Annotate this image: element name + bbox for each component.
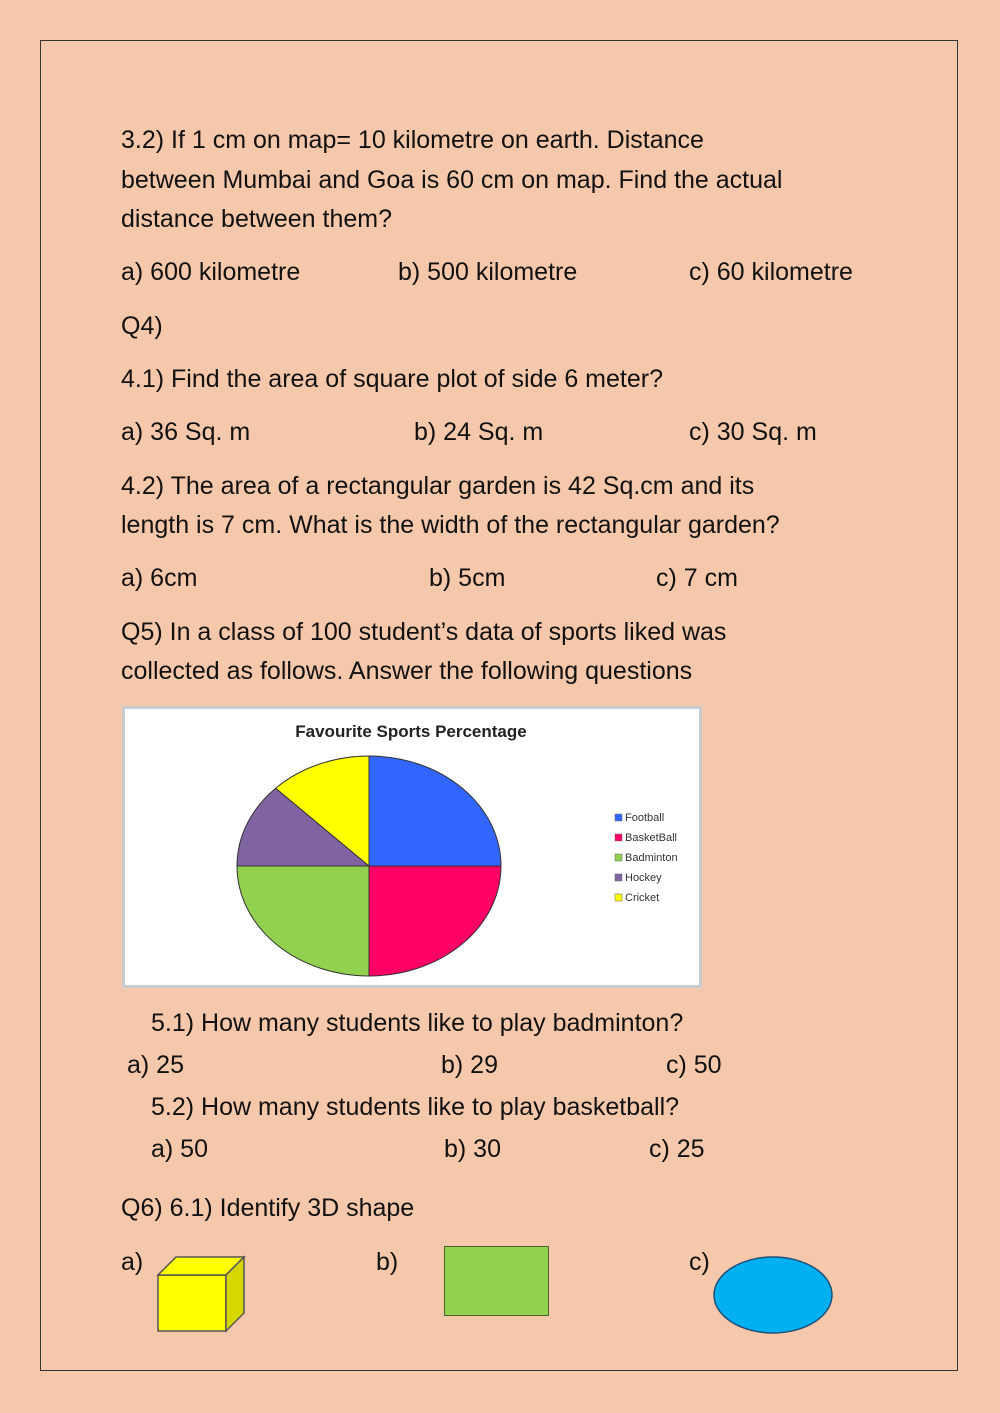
- q4-1-option-a[interactable]: a) 36 Sq. m: [121, 418, 251, 446]
- q5-2-option-a[interactable]: a) 50: [151, 1135, 208, 1163]
- rectangle-shape[interactable]: [444, 1246, 549, 1316]
- q5-1-text: 5.1) How many students like to play badminton?: [151, 1009, 684, 1037]
- chart-title: Favourite Sports Percentage: [295, 722, 527, 741]
- pie-slice-basketball: [369, 866, 501, 976]
- q5-2-text: 5.2) How many students like to play basketball?: [151, 1093, 680, 1121]
- q4-1-text: 4.1) Find the area of square plot of side 6 meter?: [121, 365, 663, 393]
- q5-1-option-b[interactable]: b) 29: [441, 1051, 498, 1079]
- q4-2-option-c[interactable]: c) 7 cm: [656, 564, 738, 592]
- cube-shape[interactable]: [156, 1255, 248, 1333]
- q4-heading: Q4): [121, 312, 163, 340]
- legend-label-football: Football: [625, 812, 665, 824]
- legend-swatch-hockey: [615, 874, 622, 881]
- ellipse-shape[interactable]: [712, 1255, 834, 1337]
- q5-line-2: collected as follows. Answer the following questions: [121, 657, 693, 685]
- chart-legend: [615, 812, 678, 904]
- q6-text: Q6) 6.1) Identify 3D shape: [121, 1194, 415, 1222]
- legend-swatch-football: [615, 814, 622, 821]
- pie-slice-football: [369, 756, 501, 866]
- pie-chart: [122, 706, 702, 988]
- legend-swatch-basketball: [615, 834, 622, 841]
- pie-slices: [237, 756, 501, 976]
- legend-swatch-cricket: [615, 894, 622, 901]
- pie-chart-svg: [125, 709, 699, 985]
- legend-label-basketball: BasketBall: [625, 832, 677, 844]
- ellipse-body: [714, 1257, 832, 1333]
- q3-2-option-c[interactable]: c) 60 kilometre: [689, 258, 853, 286]
- q4-2-line-1: 4.2) The area of a rectangular garden is 42 Sq.cm and its: [121, 472, 755, 500]
- cube-front-face: [158, 1275, 226, 1331]
- pie-slice-badminton: [237, 866, 369, 976]
- q5-2-option-b[interactable]: b) 30: [444, 1135, 501, 1163]
- q5-2-option-c[interactable]: c) 25: [649, 1135, 705, 1163]
- q4-1-option-b[interactable]: b) 24 Sq. m: [414, 418, 544, 446]
- legend-swatch-badminton: [615, 854, 622, 861]
- q3-2-line-1: 3.2) If 1 cm on map= 10 kilometre on earth. Distance: [121, 126, 704, 154]
- q4-2-option-b[interactable]: b) 5cm: [429, 564, 506, 592]
- q3-2-line-2: between Mumbai and Goa is 60 cm on map. Find the actual: [121, 166, 783, 194]
- q5-line-1: Q5) In a class of 100 student’s data of sports liked was: [121, 618, 727, 646]
- legend-label-hockey: Hockey: [625, 872, 662, 884]
- q4-1-option-c[interactable]: c) 30 Sq. m: [689, 418, 817, 446]
- q4-2-option-a[interactable]: a) 6cm: [121, 564, 198, 592]
- q3-2-option-b[interactable]: b) 500 kilometre: [398, 258, 578, 286]
- q4-2-line-2: length is 7 cm. What is the width of the rectangular garden?: [121, 511, 780, 539]
- q6-label-a[interactable]: a): [121, 1248, 144, 1276]
- q3-2-option-a[interactable]: a) 600 kilometre: [121, 258, 301, 286]
- q3-2-line-3: distance between them?: [121, 205, 393, 233]
- q6-label-b[interactable]: b): [376, 1248, 399, 1276]
- q5-1-option-a[interactable]: a) 25: [127, 1051, 184, 1079]
- legend-label-badminton: Badminton: [625, 852, 678, 864]
- legend-label-cricket: Cricket: [625, 892, 660, 904]
- q6-label-c[interactable]: c): [689, 1248, 710, 1276]
- q5-1-option-c[interactable]: c) 50: [666, 1051, 722, 1079]
